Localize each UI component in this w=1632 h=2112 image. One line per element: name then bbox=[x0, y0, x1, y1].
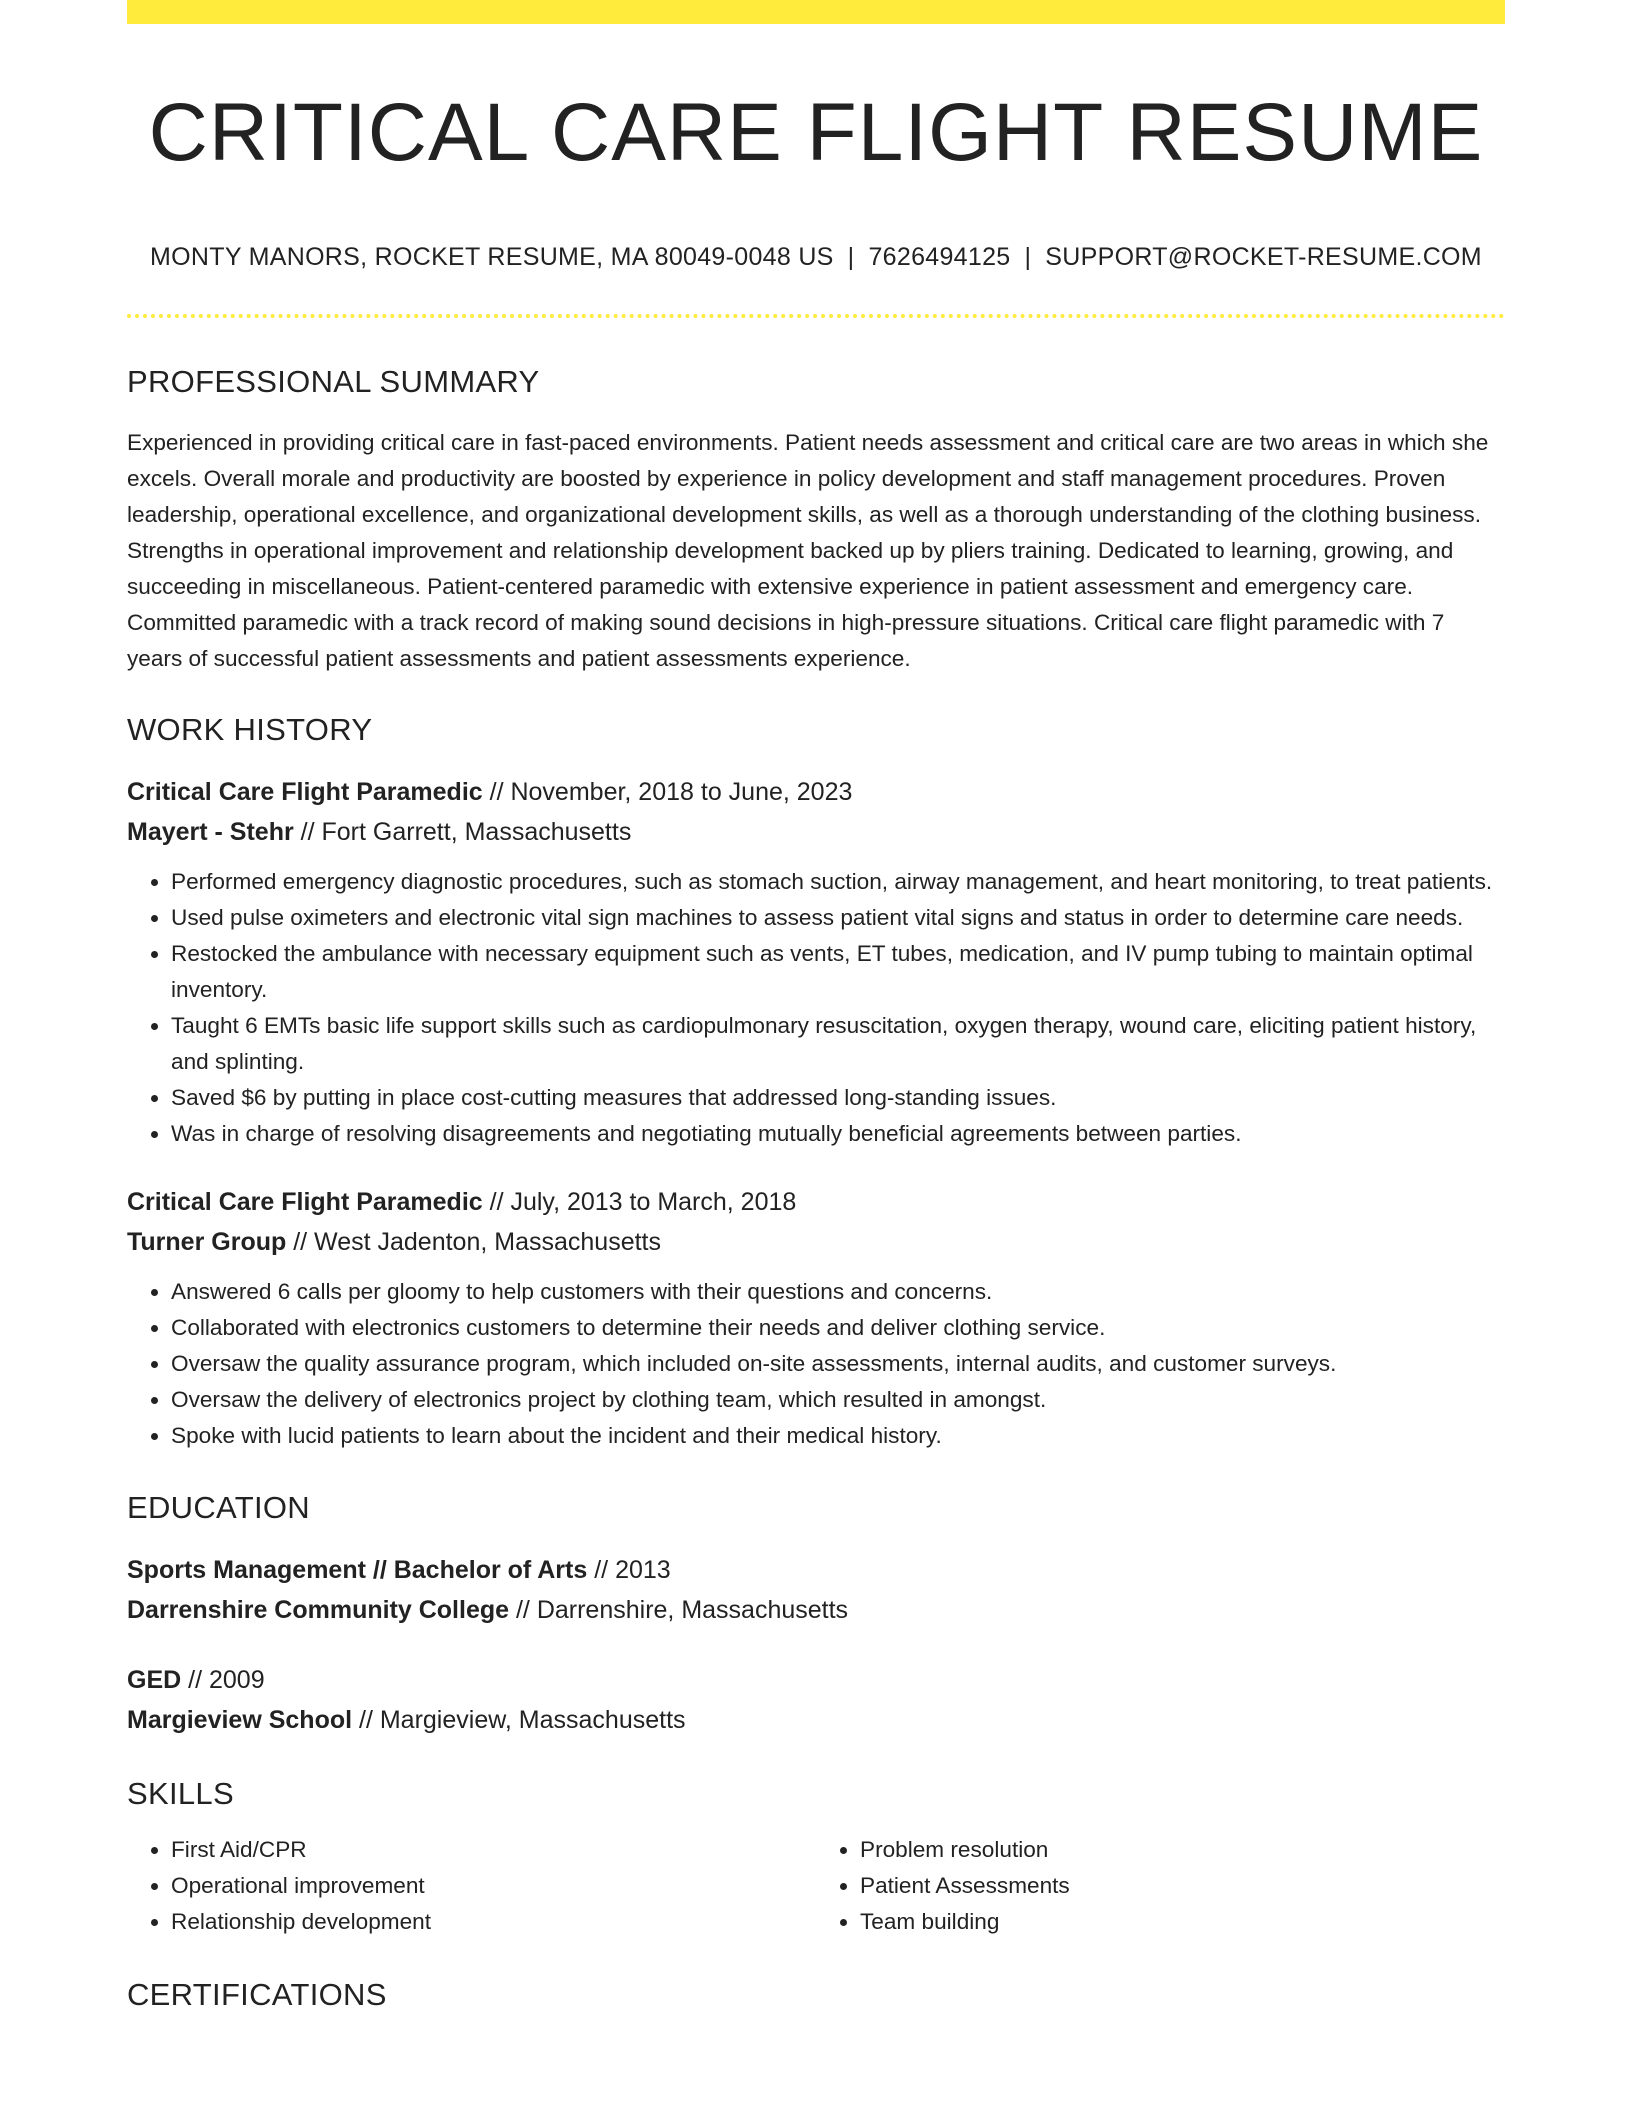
education-degree: GED bbox=[127, 1665, 182, 1694]
list-item: • Collaborated with electronics customers to determine their needs and deliver clothing service. bbox=[171, 1310, 1505, 1346]
section-heading-work-history: WORK HISTORY bbox=[127, 711, 373, 747]
education-entry bbox=[127, 1660, 1505, 1740]
contact-phone: 7626494125 bbox=[868, 243, 1011, 272]
job-title-line bbox=[127, 772, 1505, 812]
education-degree-line bbox=[127, 1550, 1505, 1590]
list-item: • Used pulse oximeters and electronic vital sign machines to assess patient vital signs and status in order to determine care needs. bbox=[171, 900, 1505, 936]
section-heading-education: EDUCATION bbox=[127, 1489, 310, 1525]
job-dates: // November, 2018 to June, 2023 bbox=[489, 777, 853, 806]
list-item: • Restocked the ambulance with necessary equipment such as vents, ET tubes, medication, and IV pump tubing to maintain optimal inventory. bbox=[171, 936, 1505, 1008]
skill-item: • Operational improvement bbox=[171, 1868, 816, 1904]
list-item: • Was in charge of resolving disagreements and negotiating mutually beneficial agreements between parties. bbox=[171, 1116, 1505, 1152]
education-school: Margieview School bbox=[127, 1705, 353, 1734]
job-title-line bbox=[127, 1182, 1505, 1222]
list-item: • Taught 6 EMTs basic life support skills such as cardiopulmonary resuscitation, oxygen therapy, wound care, eliciting patient history, and splinting. bbox=[171, 1008, 1505, 1080]
job-title: Critical Care Flight Paramedic bbox=[127, 777, 483, 806]
job-dates: // July, 2013 to March, 2018 bbox=[489, 1187, 797, 1216]
section-heading-summary: PROFESSIONAL SUMMARY bbox=[127, 364, 540, 400]
job-location: // West Jadenton, Massachusetts bbox=[293, 1227, 661, 1256]
job-company-line bbox=[127, 1222, 1505, 1262]
list-item: • Oversaw the quality assurance program, which included on-site assessments, internal audits, and customer surveys. bbox=[171, 1346, 1505, 1382]
education-year: // 2009 bbox=[188, 1665, 265, 1694]
section-heading-certifications: CERTIFICATIONS bbox=[127, 1977, 387, 2013]
education-year: // 2013 bbox=[594, 1555, 671, 1584]
section-heading-skills: SKILLS bbox=[127, 1775, 234, 1811]
resume-page bbox=[127, 0, 1505, 2013]
job-bullets bbox=[127, 1274, 1505, 1454]
education-degree: Sports Management // Bachelor of Arts bbox=[127, 1555, 588, 1584]
education-school-line bbox=[127, 1700, 1505, 1740]
education-school: Darrenshire Community College bbox=[127, 1595, 510, 1624]
resume-title: CRITICAL CARE FLIGHT RESUME bbox=[148, 87, 1484, 178]
job-entry bbox=[127, 1182, 1505, 1454]
skill-item: • Team building bbox=[860, 1904, 1505, 1940]
contact-separator: | bbox=[847, 243, 855, 272]
job-entry bbox=[127, 772, 1505, 1152]
contact-email[interactable]: SUPPORT@ROCKET-RESUME.COM bbox=[1045, 243, 1482, 272]
list-item: • Performed emergency diagnostic procedures, such as stomach suction, airway management, and heart monitoring, to treat patients. bbox=[171, 864, 1505, 900]
education-degree-line bbox=[127, 1660, 1505, 1700]
education-entry bbox=[127, 1550, 1505, 1630]
summary-text: Experienced in providing critical care in fast-paced environments. Patient needs assessment and critical care are two areas in which she excels. Overall morale and productivity are boosted by experience in policy development and staff management procedures. Proven leadership, operational excellence, and organizational development skills, as well as a thorough understanding of the clothing business. Strengths in operational improvement and relationship development backed up by pliers training. Dedicated to learning, growing, and succeeding in miscellaneous. Patient-centered paramedic with extensive experience in patient assessment and emergency care. Committed paramedic with a track record of making sound decisions in high-pressure situations. Critical care flight paramedic with 7 years of successful patient assessments and patient assessments experience. bbox=[127, 429, 1489, 671]
job-company: Mayert - Stehr bbox=[127, 817, 294, 846]
job-company-line bbox=[127, 812, 1505, 852]
skill-item: • Relationship development bbox=[171, 1904, 816, 1940]
list-item: • Answered 6 calls per gloomy to help customers with their questions and concerns. bbox=[171, 1274, 1505, 1310]
job-company: Turner Group bbox=[127, 1227, 287, 1256]
skill-item: • First Aid/CPR bbox=[171, 1832, 816, 1868]
job-title: Critical Care Flight Paramedic bbox=[127, 1187, 483, 1216]
list-item: • Saved $6 by putting in place cost-cutting measures that addressed long-standing issues. bbox=[171, 1080, 1505, 1116]
job-location: // Fort Garrett, Massachusetts bbox=[300, 817, 632, 846]
education-location: // Darrenshire, Massachusetts bbox=[515, 1595, 849, 1624]
accent-top-bar bbox=[127, 0, 1505, 24]
contact-separator: | bbox=[1024, 243, 1032, 272]
contact-address: MONTY MANORS, ROCKET RESUME, MA 80049-0048 US bbox=[150, 243, 834, 272]
list-item: • Spoke with lucid patients to learn about the incident and their medical history. bbox=[171, 1418, 1505, 1454]
list-item: • Oversaw the delivery of electronics project by clothing team, which resulted in amongst. bbox=[171, 1382, 1505, 1418]
skills-list-left bbox=[127, 1832, 816, 1940]
education-location: // Margieview, Massachusetts bbox=[359, 1705, 686, 1734]
skill-item: • Patient Assessments bbox=[860, 1868, 1505, 1904]
skills-columns bbox=[127, 1832, 1505, 1940]
skills-list-right bbox=[816, 1832, 1505, 1940]
contact-line bbox=[127, 242, 1505, 272]
dotted-divider bbox=[127, 314, 1505, 318]
skill-item: • Problem resolution bbox=[860, 1832, 1505, 1868]
education-school-line bbox=[127, 1590, 1505, 1630]
job-bullets bbox=[127, 864, 1505, 1152]
